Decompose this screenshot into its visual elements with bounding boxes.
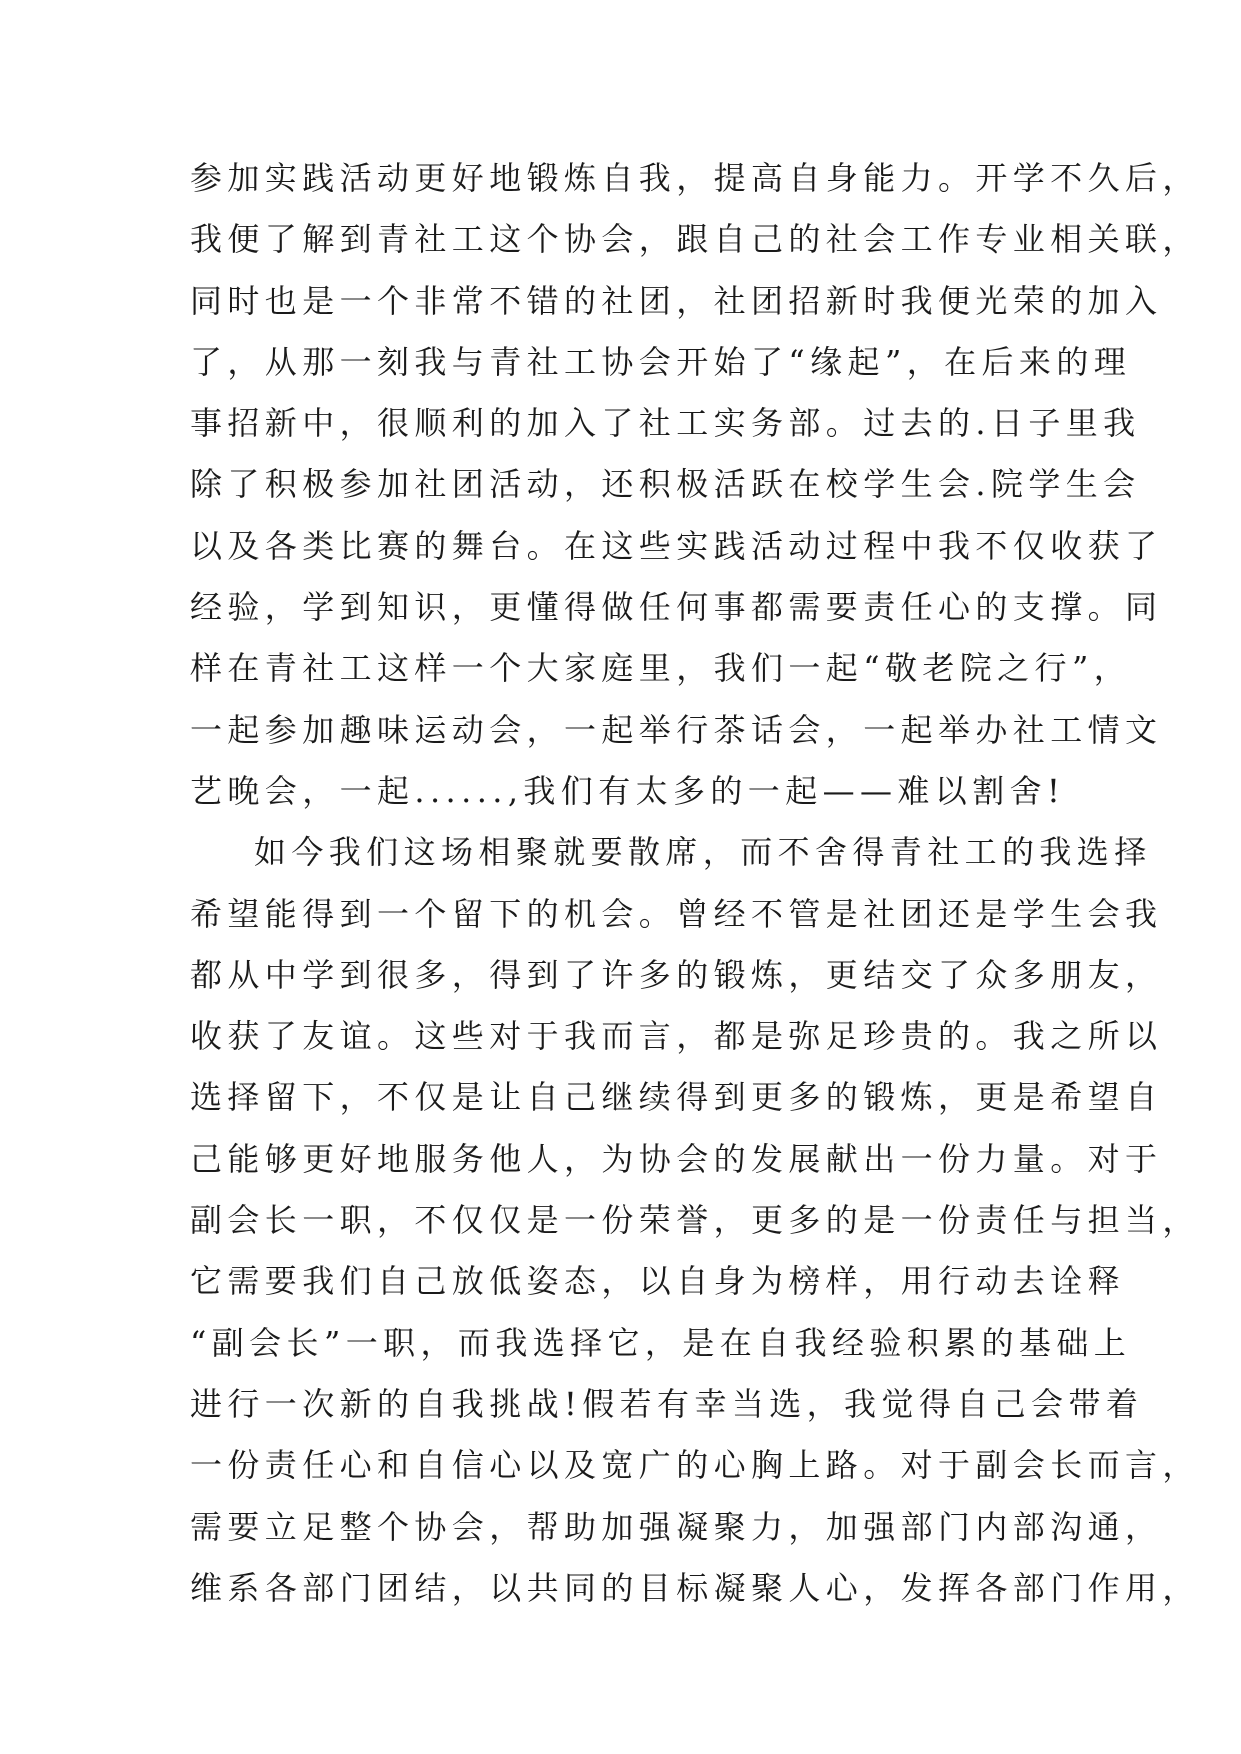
text-line: 都从中学到很多，得到了许多的锻炼，更结交了众多朋友， [190, 955, 1163, 994]
text-line: 它需要我们自己放低姿态，以自身为榜样，用行动去诠释 [190, 1262, 1126, 1301]
text-line: 了，从那一刻我与青社工协会开始了“缘起”，在后来的理 [190, 342, 1132, 381]
text-line: 以及各类比赛的舞台。在这些实践活动过程中我不仅收获了 [190, 526, 1163, 565]
text-line: 我便了解到青社工这个协会，跟自己的社会工作专业相关联， [190, 220, 1200, 259]
text-line: 除了积极参加社团活动，还积极活跃在校学生会.院学生会 [190, 465, 1141, 504]
text-line: 选择留下，不仅是让自己继续得到更多的锻炼，更是希望自 [190, 1078, 1163, 1117]
text-line: 需要立足整个协会，帮助加强凝聚力，加强部门内部沟通， [190, 1507, 1163, 1546]
text-line: 经验，学到知识，更懂得做任何事都需要责任心的支撑。同 [190, 588, 1163, 627]
text-line: 收获了友谊。这些对于我而言，都是弥足珍贵的。我之所以 [190, 1017, 1163, 1056]
text-line: 副会长一职，不仅仅是一份荣誉，更多的是一份责任与担当， [190, 1201, 1200, 1240]
text-line: 事招新中，很顺利的加入了社工实务部。过去的.日子里我 [190, 404, 1141, 443]
text-line: “副会长”一职，而我选择它，是在自我经验积累的基础上 [190, 1323, 1132, 1362]
text-line: 同时也是一个非常不错的社团，社团招新时我便光荣的加入 [190, 281, 1163, 320]
text-line: 希望能得到一个留下的机会。曾经不管是社团还是学生会我 [190, 894, 1163, 933]
text-line: 艺晚会，一起......,我们有太多的一起——难以割舍! [190, 771, 1066, 810]
text-line: 一份责任心和自信心以及宽广的心胸上路。对于副会长而言， [190, 1446, 1200, 1485]
text-line: 进行一次新的自我挑战!假若有幸当选，我觉得自己会带着 [190, 1384, 1144, 1423]
body-text [190, 148, 1200, 1619]
text-line: 维系各部门团结，以共同的目标凝聚人心，发挥各部门作用， [190, 1568, 1200, 1607]
paragraph-start-line: 如今我们这场相聚就要散席，而不舍得青社工的我选择 [254, 833, 1152, 872]
text-line: 一起参加趣味运动会，一起举行茶话会，一起举办社工情文 [190, 710, 1163, 749]
text-line: 参加实践活动更好地锻炼自我，提高自身能力。开学不久后， [190, 159, 1200, 197]
text-line: 样在青社工这样一个大家庭里，我们一起“敬老院之行”， [190, 649, 1132, 688]
text-line: 己能够更好地服务他人，为协会的发展献出一份力量。对于 [190, 1139, 1163, 1178]
